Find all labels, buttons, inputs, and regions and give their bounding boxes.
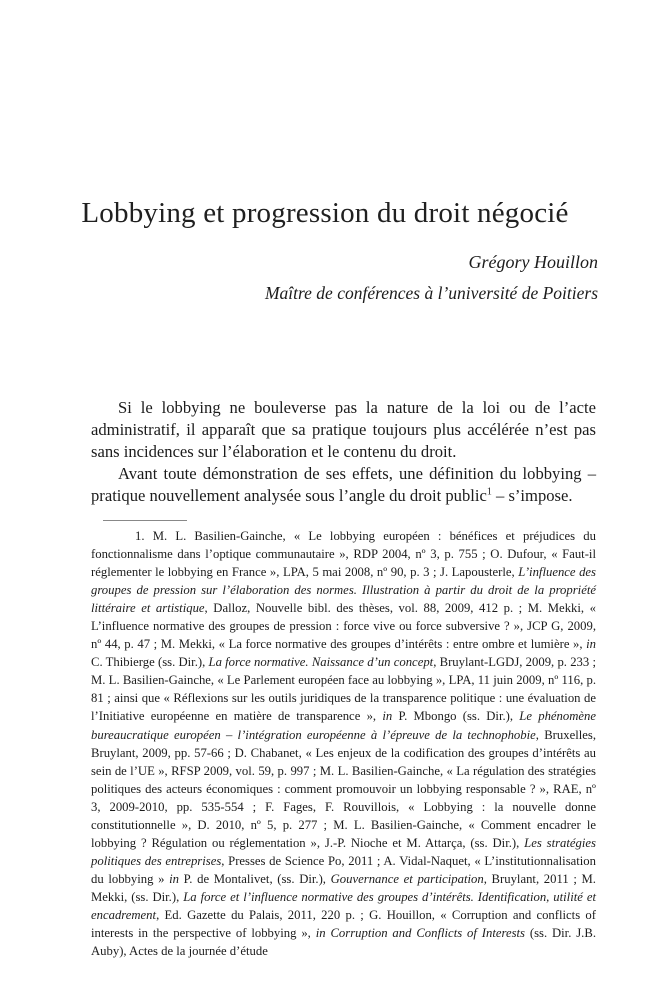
footnote-segment: , Ed. Gazette du Palais, 2011, 220 p. ; G. Houillon, « Corruption and conflicts of interests in the perspective of lobbying »,: [91, 907, 596, 941]
footnote-italic: Le phénomène bureaucratique européen – l’intégration européenne à l’épreuve de la technophobie: [91, 709, 597, 742]
footnote-segment: P. Mbongo (ss. Dir.),: [392, 709, 520, 724]
footnote-1: [91, 527, 596, 960]
footnote-segment: 1. M. L. Basilien-Gainche, « Le lobbying européen : bénéfices et préjudices du fonctionnalisme dans l’optique communautaire », RDP 2004, nº 3, p. 755 ; O. Dufour, « Faut-il réglementer le lobbying en France », LPA, 5 mai 2008, nº 90, p. 3 ; J. Lapousterle,: [91, 529, 596, 580]
footnote-italic: Les stratégies politiques des entreprises: [91, 835, 596, 868]
footnote-separator: [103, 520, 187, 521]
footnote-italic: La force normative. Naissance d’un concept: [208, 655, 434, 670]
paragraph-2: [91, 463, 596, 507]
article-title: Lobbying et progression du droit négocié: [81, 197, 569, 229]
paragraph-2-text: Avant toute démonstration de ses effets, une définition du lobbying – pratique nouvellement analysée sous l’angle du droit public: [91, 464, 596, 505]
footnote-italic: Gouvernance et participation: [330, 871, 484, 886]
body-text: [91, 397, 596, 507]
footnote-segment: , Dalloz, Nouvelle bibl. des thèses, vol. 88, 2009, 412 p. ; M. Mekki, « L’influence normative des groupes de pression : force vive ou force subversive ? », JCP G, 2009, nº 44, p. 47 ; M. Mekki, « La force normative des groupes d’intérêts : entre ombre et lumière »,: [91, 601, 596, 652]
footnote-segment: , Bruylant-LGDJ, 2009, p. 233 ; M. L. Basilien-Gainche, « Le Parlement européen face au lobbying », LPA, 11 juin 2009, nº 116, p. 81 ; ainsi que « Réflexions sur les outils juridiques de la transparence politique : une évaluation de l’Initiative européenne en matière de transparence »,: [91, 655, 597, 724]
footnote-italic: in Corruption and Conflicts of Interests: [315, 926, 525, 941]
footnote-segment: , Presses de Science Po, 2011 ; A. Vidal-Naquet, « L’institutionnalisation du lobbying »: [91, 853, 596, 886]
footnote-segment: , Bruxelles, Bruylant, 2009, pp. 57-66 ; D. Chabanet, « Les enjeux de la codification des groupes d’intérêts au sein de l’UE », RFSP 2009, vol. 59, p. 997 ; M. L. Basilien-Gainche, « La régulation des stratégies politiques des acteurs économiques : comment promouvoir un lobbying responsable ? », RAE, nº 3, 2009-2010, pp. 535-554 ; F. Fages, F. Rouvillois, « Lobbying : la nouvelle donne constitutionnelle », D. 2010, nº 5, p. 277 ; M. L. Basilien-Gainche, « Comment encadrer le lobbying ? Régulation ou réglementation », J.-P. Nioche et M. Attarça, (ss. Dir.),: [91, 727, 596, 850]
footnote-italic: L’influence des groupes de pression sur l’élaboration des normes. Illustration à partir du droit de la propriété littéraire et artistique: [91, 565, 596, 616]
author-name: Grégory Houillon: [468, 252, 598, 272]
footnote-italic: La force et l’influence normative des groupes d’intérêts. Identification, utilité et encadrement: [91, 889, 596, 922]
footnote-segment: (ss. Dir. J.B. Auby), Actes de la journée d’étude: [91, 926, 596, 959]
footnote-segment: , Bruylant, 2011 ; M. Mekki, (ss. Dir.),: [91, 871, 596, 904]
paragraph-2-end: – s’impose.: [491, 486, 573, 505]
footnote-segment: C. Thibierge (ss. Dir.),: [91, 655, 209, 670]
footnote-text: [91, 527, 596, 960]
footnote-reference[interactable]: 1: [486, 486, 492, 498]
footnote-italic: in: [382, 709, 393, 724]
footnote-italic: in: [169, 871, 179, 886]
paragraph-1: Si le lobbying ne bouleverse pas la nature de la loi ou de l’acte administratif, il apparaît que sa pratique toujours plus accélérée n’est pas sans incidences sur l’élaboration et le contenu du droit.: [91, 398, 596, 461]
author-affiliation: Maître de conférences à l’université de Poitiers: [264, 283, 598, 303]
footnote-segment: P. de Montalivet, (ss. Dir.),: [179, 871, 331, 886]
footnote-italic: in: [586, 637, 596, 652]
